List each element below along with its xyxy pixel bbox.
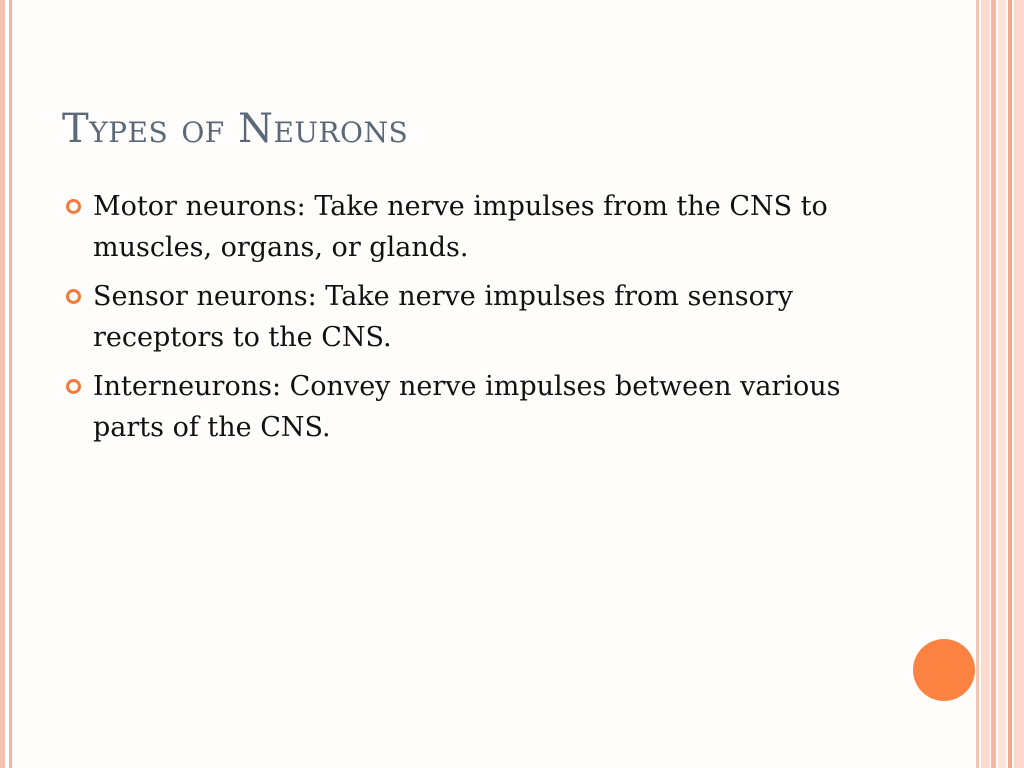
right-frame-band [981, 0, 990, 768]
left-frame-decoration [0, 0, 16, 768]
bullet-item [62, 186, 862, 268]
right-frame-band [998, 0, 1006, 768]
bullet-list [62, 186, 862, 456]
right-frame-band [991, 0, 996, 768]
bullet-text: Interneurons: Convey nerve impulses between various parts of the CNS. [93, 371, 841, 443]
bullet-text: Motor neurons: Take nerve impulses from the CNS to muscles, organs, or glands. [93, 191, 828, 263]
hollow-circle-bullet-icon [66, 199, 81, 214]
orange-circle-icon [913, 639, 975, 701]
slide-title: Types of Neurons [62, 106, 409, 152]
right-frame-band [1014, 0, 1024, 768]
bullet-item [62, 276, 862, 358]
hollow-circle-bullet-icon [66, 289, 81, 304]
left-frame-band [9, 0, 12, 768]
hollow-circle-bullet-icon [66, 379, 81, 394]
bullet-item [62, 366, 862, 448]
right-frame-band [976, 0, 979, 768]
right-frame-band [1008, 0, 1012, 768]
bullet-text: Sensor neurons: Take nerve impulses from sensory receptors to the CNS. [93, 281, 793, 353]
right-frame-decoration [974, 0, 1024, 768]
